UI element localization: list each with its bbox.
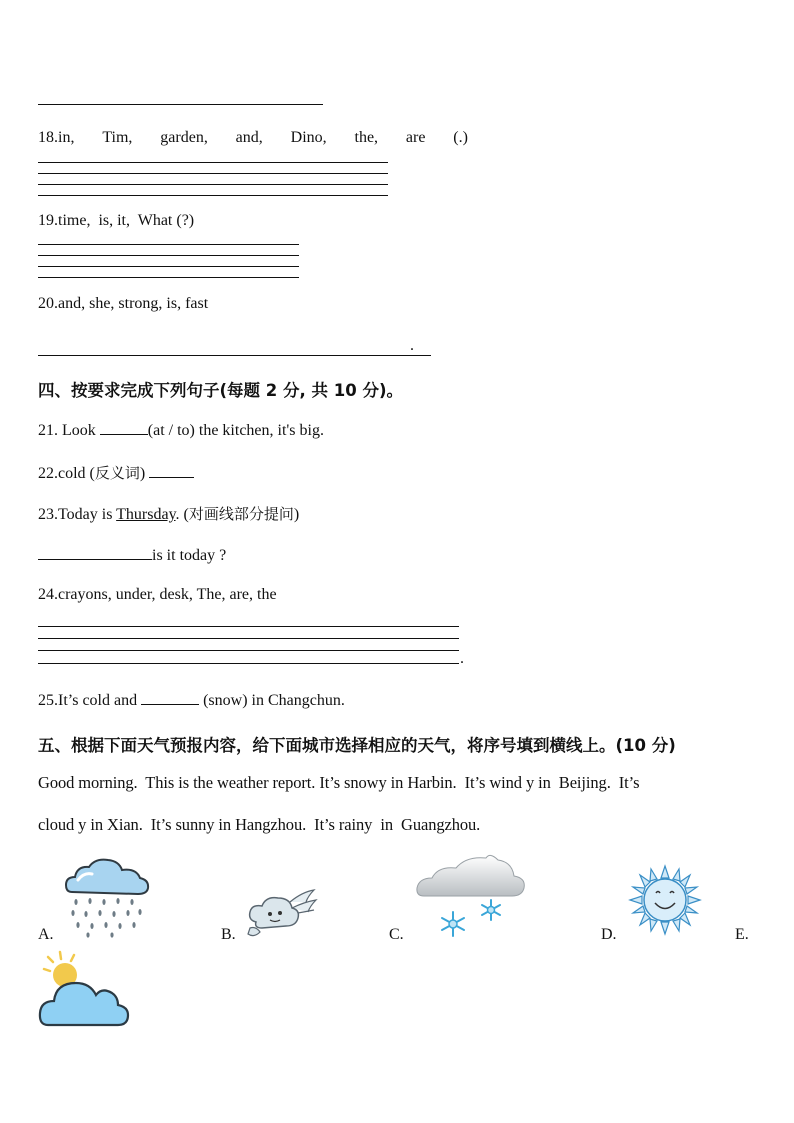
- answer-line-19b[interactable]: [38, 255, 299, 256]
- answer-line-18b[interactable]: [38, 173, 388, 174]
- answer-line-18c[interactable]: [38, 184, 388, 185]
- answer-line-24b[interactable]: [38, 638, 459, 639]
- answer-line-24a[interactable]: [38, 626, 459, 627]
- q23-blank[interactable]: [38, 545, 152, 560]
- q23-underlined-word: Thursday: [116, 506, 176, 523]
- answer-line-17[interactable]: [38, 104, 323, 105]
- q18-word-6: the,: [354, 129, 379, 146]
- q19-number: 19.: [38, 212, 58, 229]
- q20-text: and, she, strong, is, fast: [58, 295, 209, 312]
- q18-word-5: Dino,: [290, 129, 327, 146]
- answer-line-24c[interactable]: [38, 650, 459, 651]
- option-label-d: D.: [601, 926, 617, 943]
- q18-word-1: 18.in,: [38, 129, 75, 146]
- section-4-heading: 四、按要求完成下列句子(每题 2 分, 共 10 分)。: [38, 381, 404, 400]
- question-23: 23.Today is Thursday. (对画线部分提问): [38, 505, 300, 523]
- answer-line-19a[interactable]: [38, 244, 299, 245]
- q18-word-2: Tim,: [102, 129, 133, 146]
- windy-cloud-icon: [246, 888, 318, 940]
- q18-word-7: are: [405, 129, 426, 146]
- answer-line-18d[interactable]: [38, 195, 388, 196]
- answer-line-18a[interactable]: [38, 162, 388, 163]
- partly-cloudy-icon: [38, 951, 130, 1029]
- answer-line-24d[interactable]: [38, 663, 459, 664]
- q18-word-8: (.): [453, 129, 468, 146]
- question-22: 22.cold (反义词): [38, 462, 194, 483]
- q18-word-3: garden,: [160, 129, 208, 146]
- answer-line-19c[interactable]: [38, 266, 299, 267]
- question-18: [38, 129, 468, 147]
- option-label-c: C.: [389, 926, 404, 943]
- sun-icon: [630, 866, 700, 934]
- q20-number: 20.: [38, 295, 58, 312]
- answer-line-20[interactable]: [38, 355, 431, 356]
- answer-line-19d[interactable]: [38, 277, 299, 278]
- q25-blank[interactable]: [141, 690, 199, 705]
- question-23-answer: is it today ?: [38, 545, 226, 565]
- question-25: 25.It’s cold and (snow) in Changchun.: [38, 692, 345, 709]
- q18-word-4: and,: [235, 129, 263, 146]
- q19-text: time, is, it, What (?): [58, 212, 195, 229]
- option-label-e: E.: [735, 926, 749, 943]
- question-19: [38, 212, 194, 230]
- q24-period: .: [460, 650, 464, 667]
- section-5-heading: 五、根据下面天气预报内容，给下面城市选择相应的天气，将序号填到横线上。(10 分): [38, 736, 676, 755]
- question-20: [38, 295, 208, 313]
- option-label-a: A.: [38, 926, 54, 943]
- weather-report-line-1: Good morning. This is the weather report. It’s snowy in Harbin. It’s wind y in Beijing. It’s: [38, 773, 640, 792]
- snowy-cloud-icon: [416, 852, 526, 944]
- q20-period: .: [410, 337, 414, 354]
- option-label-b: B.: [221, 926, 236, 943]
- weather-report-line-2: cloud y in Xian. It’s sunny in Hangzhou. It’s rainy in Guangzhou.: [38, 815, 481, 834]
- rainy-cloud-icon: [64, 856, 150, 938]
- q22-blank[interactable]: [149, 463, 194, 478]
- question-21: 21. Look (at / to) the kitchen, it's big.: [38, 422, 324, 439]
- q21-blank[interactable]: [100, 420, 148, 435]
- question-24: 24.crayons, under, desk, The, are, the: [38, 586, 277, 603]
